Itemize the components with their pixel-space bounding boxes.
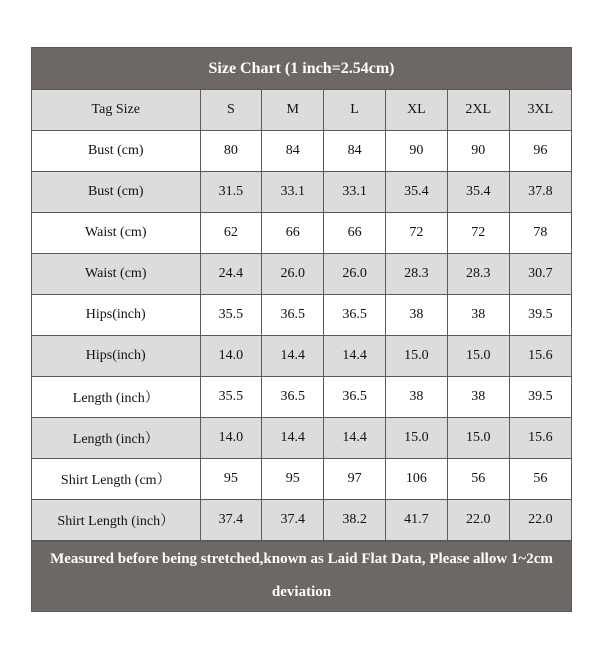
table-cell: 14.4 bbox=[324, 336, 386, 377]
table-cell: 90 bbox=[385, 131, 447, 172]
header-cell: S bbox=[200, 90, 262, 131]
table-row bbox=[32, 418, 571, 459]
header-row bbox=[32, 90, 571, 131]
table-row bbox=[32, 336, 571, 377]
table-cell: 22.0 bbox=[509, 500, 571, 541]
table-cell: 33.1 bbox=[262, 172, 324, 213]
table-cell: 72 bbox=[385, 213, 447, 254]
table-cell: 14.4 bbox=[262, 336, 324, 377]
table-cell: 78 bbox=[509, 213, 571, 254]
row-label: Length (inch） bbox=[32, 377, 200, 418]
header-cell: L bbox=[324, 90, 386, 131]
table-cell: 62 bbox=[200, 213, 262, 254]
table-cell: 37.8 bbox=[509, 172, 571, 213]
table-cell: 84 bbox=[262, 131, 324, 172]
table-cell: 38.2 bbox=[324, 500, 386, 541]
table-cell: 33.1 bbox=[324, 172, 386, 213]
table-cell: 35.5 bbox=[200, 377, 262, 418]
table-cell: 15.0 bbox=[385, 336, 447, 377]
row-label: Hips(inch) bbox=[32, 295, 200, 336]
table-cell: 38 bbox=[385, 377, 447, 418]
table-cell: 35.4 bbox=[447, 172, 509, 213]
table-cell: 15.0 bbox=[447, 418, 509, 459]
table-cell: 37.4 bbox=[200, 500, 262, 541]
row-label: Bust (cm) bbox=[32, 131, 200, 172]
table-cell: 36.5 bbox=[262, 377, 324, 418]
table-cell: 38 bbox=[447, 377, 509, 418]
table-cell: 35.5 bbox=[200, 295, 262, 336]
table-cell: 36.5 bbox=[324, 377, 386, 418]
table-cell: 39.5 bbox=[509, 295, 571, 336]
table-cell: 28.3 bbox=[447, 254, 509, 295]
table-cell: 95 bbox=[262, 459, 324, 500]
header-cell: M bbox=[262, 90, 324, 131]
row-label: Waist (cm) bbox=[32, 254, 200, 295]
table-cell: 66 bbox=[324, 213, 386, 254]
table-cell: 72 bbox=[447, 213, 509, 254]
table-cell: 15.6 bbox=[509, 336, 571, 377]
header-cell: Tag Size bbox=[32, 90, 200, 131]
table-cell: 26.0 bbox=[262, 254, 324, 295]
footer-note: Measured before being stretched,known as Laid Flat Data, Please allow 1~2cm deviation bbox=[32, 541, 571, 611]
table-cell: 37.4 bbox=[262, 500, 324, 541]
table-cell: 26.0 bbox=[324, 254, 386, 295]
table-cell: 95 bbox=[200, 459, 262, 500]
table-row bbox=[32, 500, 571, 541]
table-cell: 35.4 bbox=[385, 172, 447, 213]
table-row bbox=[32, 254, 571, 295]
table-cell: 28.3 bbox=[385, 254, 447, 295]
table-cell: 90 bbox=[447, 131, 509, 172]
table-row bbox=[32, 131, 571, 172]
size-chart bbox=[31, 47, 572, 612]
size-table bbox=[32, 90, 571, 541]
table-cell: 41.7 bbox=[385, 500, 447, 541]
row-label: Bust (cm) bbox=[32, 172, 200, 213]
table-cell: 66 bbox=[262, 213, 324, 254]
row-label: Length (inch） bbox=[32, 418, 200, 459]
table-cell: 38 bbox=[385, 295, 447, 336]
table-cell: 84 bbox=[324, 131, 386, 172]
table-row bbox=[32, 172, 571, 213]
table-cell: 38 bbox=[447, 295, 509, 336]
table-cell: 97 bbox=[324, 459, 386, 500]
table-row bbox=[32, 377, 571, 418]
table-row bbox=[32, 213, 571, 254]
table-cell: 14.0 bbox=[200, 336, 262, 377]
table-cell: 56 bbox=[447, 459, 509, 500]
table-cell: 30.7 bbox=[509, 254, 571, 295]
row-label: Waist (cm) bbox=[32, 213, 200, 254]
table-row bbox=[32, 459, 571, 500]
table-cell: 56 bbox=[509, 459, 571, 500]
table-cell: 106 bbox=[385, 459, 447, 500]
table-cell: 15.0 bbox=[385, 418, 447, 459]
table-cell: 31.5 bbox=[200, 172, 262, 213]
table-cell: 14.4 bbox=[262, 418, 324, 459]
table-cell: 80 bbox=[200, 131, 262, 172]
table-cell: 14.4 bbox=[324, 418, 386, 459]
table-cell: 39.5 bbox=[509, 377, 571, 418]
table-cell: 36.5 bbox=[324, 295, 386, 336]
header-cell: 3XL bbox=[509, 90, 571, 131]
row-label: Shirt Length (cm） bbox=[32, 459, 200, 500]
row-label: Shirt Length (inch） bbox=[32, 500, 200, 541]
table-cell: 24.4 bbox=[200, 254, 262, 295]
table-cell: 96 bbox=[509, 131, 571, 172]
table-cell: 36.5 bbox=[262, 295, 324, 336]
table-cell: 14.0 bbox=[200, 418, 262, 459]
header-cell: 2XL bbox=[447, 90, 509, 131]
chart-title: Size Chart (1 inch=2.54cm) bbox=[32, 48, 571, 90]
row-label: Hips(inch) bbox=[32, 336, 200, 377]
table-cell: 22.0 bbox=[447, 500, 509, 541]
header-cell: XL bbox=[385, 90, 447, 131]
table-row bbox=[32, 295, 571, 336]
table-cell: 15.6 bbox=[509, 418, 571, 459]
table-cell: 15.0 bbox=[447, 336, 509, 377]
